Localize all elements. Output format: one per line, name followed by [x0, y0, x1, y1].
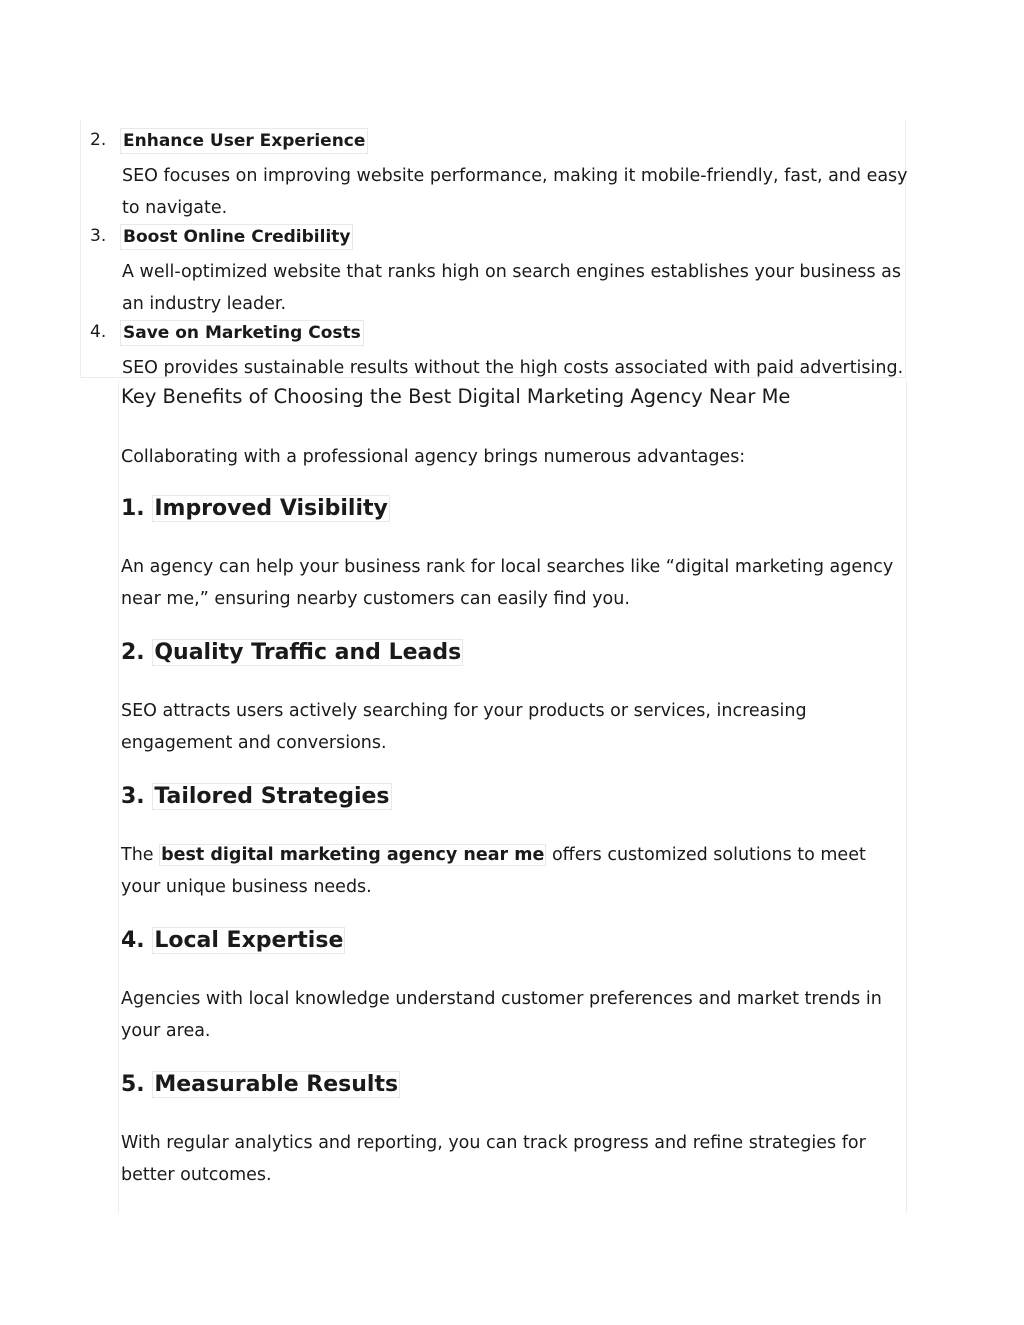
benefit-number: 4.	[121, 928, 153, 953]
benefit-title: Tailored Strategies	[154, 784, 390, 809]
list-item-title: Save on Marketing Costs	[120, 320, 364, 346]
benefit-heading	[121, 1069, 400, 1101]
list-item-title: Enhance User Experience	[120, 128, 368, 154]
benefit-heading	[121, 637, 463, 669]
list-item-description: SEO focuses on improving website performance, making it mobile-friendly, fast, and easy to navigate.	[122, 166, 908, 218]
benefit-text: Agencies with local knowledge understand customer preferences and market trends in your area.	[121, 989, 882, 1041]
benefit-text: With regular analytics and reporting, you can track progress and refine strategies for better outcomes.	[121, 1133, 866, 1185]
section-heading: Key Benefits of Choosing the Best Digital Marketing Agency Near Me	[121, 385, 791, 408]
list-item-description: SEO provides sustainable results without the high costs associated with paid advertising.	[122, 358, 904, 378]
benefit-number: 5.	[121, 1072, 153, 1097]
list-item-number: 3.	[90, 226, 107, 246]
benefit-text	[121, 839, 901, 903]
benefit-title: Improved Visibility	[154, 496, 388, 521]
benefit-heading	[121, 925, 345, 957]
benefits-numbered-list	[80, 120, 906, 378]
benefit-number: 2.	[121, 640, 153, 665]
list-item-number: 4.	[90, 322, 107, 342]
benefit-text-before: The	[121, 845, 160, 865]
benefit-number: 1.	[121, 496, 153, 521]
key-benefits-section	[118, 381, 907, 1213]
benefit-title: Local Expertise	[154, 928, 344, 953]
list-item-number: 2.	[90, 130, 107, 150]
benefit-title: Quality Traffic and Leads	[154, 640, 462, 665]
keyword-highlight: best digital marketing agency near me	[161, 845, 545, 865]
benefit-text-after: offers customized solutions to meet your unique business needs.	[121, 845, 866, 897]
benefit-text: SEO attracts users actively searching for your products or services, increasing engagement and conversions.	[121, 701, 807, 753]
benefit-title: Measurable Results	[154, 1072, 399, 1097]
benefit-heading	[121, 781, 392, 813]
list-item-title: Boost Online Credibility	[120, 224, 353, 250]
benefit-number: 3.	[121, 784, 153, 809]
section-intro: Collaborating with a professional agency brings numerous advantages:	[121, 447, 746, 467]
benefit-heading	[121, 493, 390, 525]
list-item-description: A well-optimized website that ranks high on search engines establishes your business as an industry leader.	[122, 262, 902, 314]
benefit-text: An agency can help your business rank for local searches like “digital marketing agency near me,” ensuring nearby customers can easily find you.	[121, 557, 894, 609]
